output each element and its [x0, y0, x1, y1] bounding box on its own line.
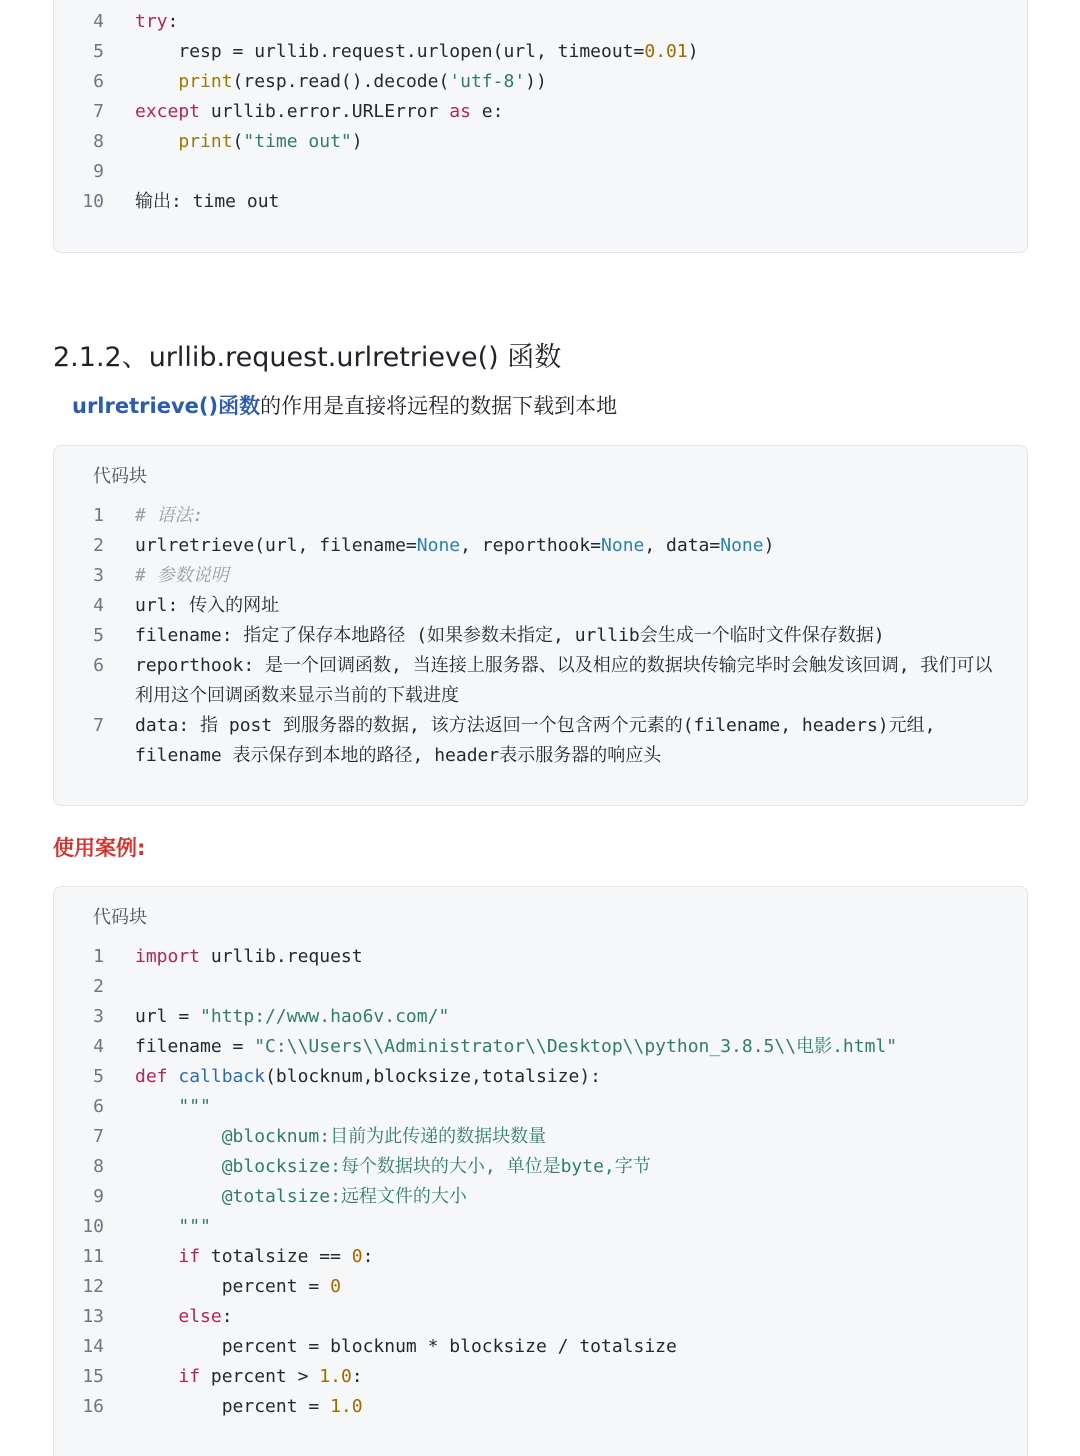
- line-number: 4: [93, 1036, 104, 1057]
- code-token: , data=: [644, 535, 721, 556]
- line-number: 11: [82, 1246, 104, 1267]
- code-token: as: [449, 101, 471, 122]
- code-token: urllib.request: [200, 946, 363, 967]
- code-line: [54, 1152, 1027, 1182]
- code-token: filename =: [135, 1036, 255, 1057]
- code-token: ): [687, 41, 699, 62]
- code-text: [135, 1032, 997, 1062]
- code-line: [54, 127, 1027, 157]
- code-token: """: [178, 1216, 211, 1237]
- code-token: None: [601, 535, 645, 556]
- code-token: @blocksize:每个数据块的大小, 单位是byte,字节: [135, 1156, 651, 1177]
- code-text: [135, 1302, 997, 1332]
- code-token: url =: [135, 1006, 201, 1027]
- line-number: 8: [93, 1156, 104, 1177]
- code-line: [54, 1272, 1027, 1302]
- code-token: data: 指 post 到服务器的数据, 该方法返回一个包含两个元素的(filename, headers)元组, filename 表示保存到本地的路径, header表示服务器的响应头: [135, 715, 947, 766]
- code-line: [54, 97, 1027, 127]
- line-number: 13: [82, 1306, 104, 1327]
- code-token: [135, 1306, 178, 1327]
- line-number: 1: [93, 946, 104, 967]
- code-token: , reporthook=: [460, 535, 602, 556]
- code-token: :: [351, 1366, 363, 1387]
- code-token: 0: [330, 1276, 341, 1297]
- code-token: 输出: time out: [135, 191, 280, 212]
- code-token: print: [178, 131, 233, 152]
- code-text: [135, 1242, 997, 1272]
- line-number: 10: [82, 1216, 104, 1237]
- code-line: [54, 621, 1027, 651]
- code-token: # 语法:: [135, 505, 204, 526]
- code-token: @totalsize:远程文件的大小: [135, 1186, 467, 1207]
- code-token: [135, 1096, 178, 1117]
- code-token: totalsize ==: [200, 1246, 352, 1267]
- code-line: [54, 1332, 1027, 1362]
- code-token: (resp.read().decode(: [232, 71, 450, 92]
- code-line: [54, 711, 1027, 771]
- line-number: 5: [93, 625, 104, 646]
- code-line: [54, 7, 1027, 37]
- code-token: else: [178, 1306, 222, 1327]
- code-line: [54, 651, 1027, 711]
- code-block-label: 代码块: [93, 466, 147, 487]
- line-number: 16: [82, 1396, 104, 1417]
- code-line: [54, 1062, 1027, 1092]
- code-token: :: [167, 11, 179, 32]
- code-text: [135, 7, 997, 37]
- line-number: 8: [93, 131, 104, 152]
- code-token: if: [178, 1246, 201, 1267]
- code-text: [135, 1272, 997, 1302]
- line-number: 5: [93, 1066, 104, 1087]
- code-line: [54, 1032, 1027, 1062]
- line-number: 12: [82, 1276, 104, 1297]
- line-number: 6: [93, 655, 104, 676]
- code-token: "http://www.hao6v.com/": [200, 1006, 450, 1027]
- code-lines: [54, 501, 1027, 771]
- code-line: [54, 1392, 1027, 1422]
- code-token: [135, 1246, 178, 1267]
- code-line: [54, 1002, 1027, 1032]
- code-token: import: [135, 946, 201, 967]
- code-token: :: [221, 1306, 233, 1327]
- line-number: 9: [93, 1186, 104, 1207]
- code-text: [135, 711, 997, 771]
- code-token: if: [178, 1366, 201, 1387]
- code-line: [54, 1302, 1027, 1332]
- code-line: [54, 1182, 1027, 1212]
- code-token: [168, 1066, 179, 1087]
- code-token: filename: 指定了保存本地路径 (如果参数未指定, urllib会生成一个临时文件保存数据): [135, 625, 885, 646]
- code-token: 1.0: [330, 1396, 363, 1417]
- line-number: 9: [93, 161, 104, 182]
- code-text: [135, 1392, 997, 1422]
- code-token: "C:\\Users\\Administrator\\Desktop\\python_3.8.5\\电影.html": [254, 1036, 898, 1057]
- code-text: [135, 1332, 997, 1362]
- code-block-label: 代码块: [93, 907, 147, 928]
- line-number: 10: [82, 191, 104, 212]
- code-token: callback: [178, 1066, 266, 1087]
- code-block-example: [53, 886, 1028, 1456]
- code-text: [135, 67, 997, 97]
- code-token: [135, 131, 178, 152]
- intro-text: 的作用是直接将远程的数据下载到本地: [260, 394, 618, 418]
- code-line: [54, 157, 1027, 187]
- code-line: [54, 531, 1027, 561]
- code-text: [135, 531, 997, 561]
- code-token: percent =: [135, 1276, 331, 1297]
- code-line: [54, 501, 1027, 531]
- line-number: 15: [82, 1366, 104, 1387]
- code-line: [54, 1122, 1027, 1152]
- code-token: ): [351, 131, 363, 152]
- code-text: [135, 1182, 997, 1212]
- code-text: [135, 501, 997, 531]
- code-token: [135, 1216, 178, 1237]
- code-token: """: [178, 1096, 211, 1117]
- code-token: e:: [470, 101, 504, 122]
- line-number: 7: [93, 1126, 104, 1147]
- code-text: [135, 561, 997, 591]
- code-token: print: [178, 71, 233, 92]
- code-token: @blocknum:目前为此传递的数据块数量: [135, 1126, 547, 1147]
- code-text: [135, 1062, 997, 1092]
- code-token: percent >: [200, 1366, 320, 1387]
- code-line: [54, 561, 1027, 591]
- code-text: [135, 621, 997, 651]
- code-lines: [54, 942, 1027, 1422]
- code-text: [135, 1122, 997, 1152]
- code-token: )): [525, 71, 547, 92]
- code-line: [54, 591, 1027, 621]
- code-token: 0.01: [644, 41, 688, 62]
- code-token: percent = blocknum * blocksize / totalsize: [135, 1336, 677, 1357]
- line-number: 5: [93, 41, 104, 62]
- line-number: 2: [93, 535, 104, 556]
- code-block-try-except: [53, 0, 1028, 253]
- line-number: 6: [93, 1096, 104, 1117]
- line-number: 3: [93, 565, 104, 586]
- line-number: 4: [93, 11, 104, 32]
- code-token: 1.0: [319, 1366, 352, 1387]
- code-text: [135, 1002, 997, 1032]
- code-token: resp = urllib.request.urlopen(url, timeout=: [135, 41, 645, 62]
- code-token: None: [416, 535, 461, 556]
- intro-paragraph: [72, 390, 617, 420]
- line-number: 4: [93, 595, 104, 616]
- code-token: percent =: [135, 1396, 331, 1417]
- line-number: 2: [93, 976, 104, 997]
- line-number: 7: [93, 715, 104, 736]
- code-text: [135, 37, 997, 67]
- code-token: 'utf-8': [449, 71, 526, 92]
- code-text: [135, 942, 997, 972]
- code-line: [54, 67, 1027, 97]
- code-token: (blocknum,blocksize,totalsize):: [265, 1066, 602, 1087]
- code-token: [135, 71, 178, 92]
- code-line: [54, 187, 1027, 217]
- code-token: urlretrieve(url, filename=: [135, 535, 417, 556]
- code-line: [54, 1362, 1027, 1392]
- line-number: 1: [93, 505, 104, 526]
- code-line: [54, 1242, 1027, 1272]
- code-text: [135, 651, 997, 711]
- code-line: [54, 1212, 1027, 1242]
- code-token: except: [135, 101, 201, 122]
- code-token: # 参数说明: [135, 565, 229, 586]
- code-text: [135, 127, 997, 157]
- code-text: [135, 97, 997, 127]
- code-text: [135, 187, 997, 217]
- code-token: :: [362, 1246, 374, 1267]
- code-text: [135, 1152, 997, 1182]
- line-number: 3: [93, 1006, 104, 1027]
- code-token: url: 传入的网址: [135, 595, 280, 616]
- line-number: 7: [93, 101, 104, 122]
- code-block-syntax: [53, 445, 1028, 806]
- code-line: [54, 1092, 1027, 1122]
- code-line: [54, 942, 1027, 972]
- code-text: [135, 1212, 997, 1242]
- code-token: [135, 1366, 178, 1387]
- code-text: [135, 1362, 997, 1392]
- code-token: None: [720, 535, 764, 556]
- section-heading: 2.1.2、urllib.request.urlretrieve() 函数: [53, 342, 562, 373]
- code-line: [54, 972, 1027, 1002]
- code-token: urllib.error.URLError: [200, 101, 450, 122]
- code-line: [54, 37, 1027, 67]
- use-case-title: 使用案例:: [53, 836, 146, 860]
- code-text: [135, 591, 997, 621]
- line-number: 14: [82, 1336, 104, 1357]
- code-lines: [54, 7, 1027, 217]
- code-token: def: [135, 1066, 168, 1087]
- code-token: (: [232, 131, 244, 152]
- urlretrieve-link[interactable]: urlretrieve()函数: [72, 394, 261, 418]
- code-token: 0: [351, 1246, 363, 1267]
- code-text: [135, 1092, 997, 1122]
- code-token: "time out": [243, 131, 352, 152]
- code-token: try: [135, 11, 168, 32]
- line-number: 6: [93, 71, 104, 92]
- code-token: reporthook: 是一个回调函数, 当连接上服务器、以及相应的数据块传输完毕时会触发该回调, 我们可以利用这个回调函数来显示当前的下载进度: [135, 655, 993, 706]
- code-token: ): [763, 535, 775, 556]
